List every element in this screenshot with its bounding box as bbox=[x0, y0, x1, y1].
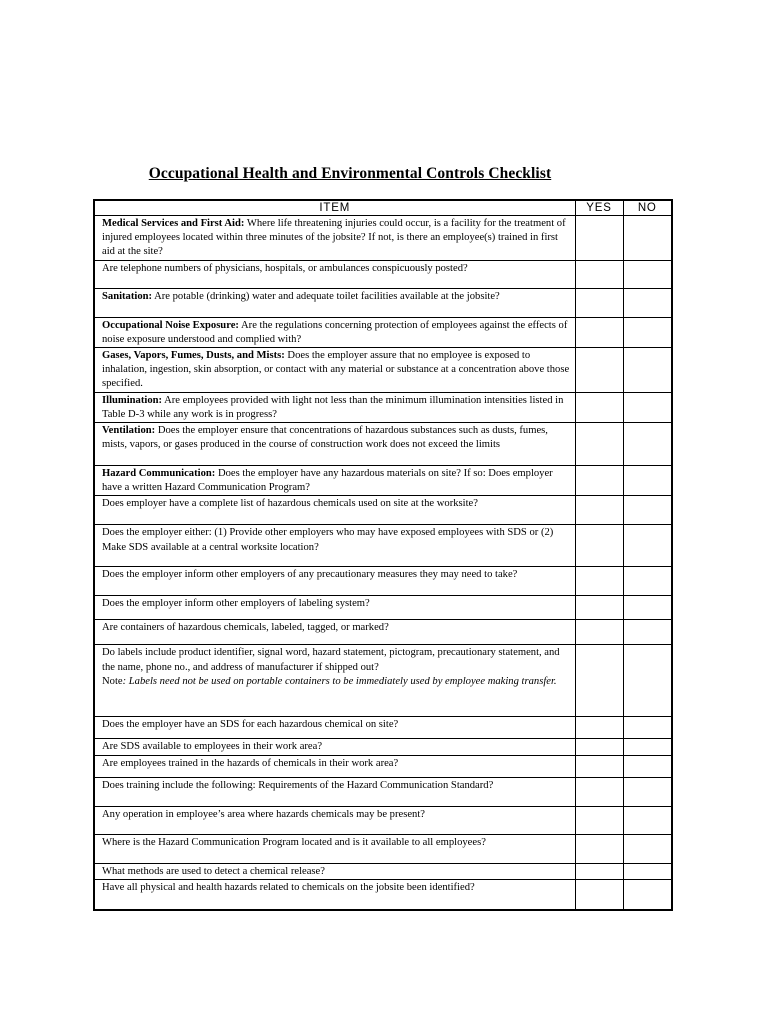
item-column-header: ITEM bbox=[94, 200, 575, 216]
checklist-row bbox=[94, 216, 672, 261]
document-title: Occupational Health and Environmental Controls Checklist bbox=[148, 165, 552, 182]
item-cell bbox=[94, 834, 575, 863]
item-cell bbox=[94, 288, 575, 317]
note-label: Note bbox=[102, 675, 123, 687]
checklist-row bbox=[94, 288, 672, 317]
item-lead: Medical Services and First Aid: bbox=[102, 218, 245, 229]
item-cell bbox=[94, 863, 575, 879]
no-cell[interactable] bbox=[623, 423, 672, 466]
checklist-row bbox=[94, 423, 672, 466]
yes-cell[interactable] bbox=[575, 466, 623, 496]
no-cell[interactable] bbox=[623, 620, 672, 645]
checklist-row bbox=[94, 620, 672, 645]
item-lead: Hazard Communication: bbox=[102, 468, 216, 480]
checklist-row bbox=[94, 863, 672, 879]
item-text: Does the employer inform other employers of any precautionary measures they may need to take? bbox=[102, 569, 518, 581]
yes-cell[interactable] bbox=[575, 525, 623, 567]
item-cell bbox=[94, 567, 575, 596]
checklist-row bbox=[94, 806, 672, 834]
item-text: Are the regulations concerning protection of employees against the effects of noise exposure understood and complied with? bbox=[102, 319, 568, 345]
item-cell bbox=[94, 348, 575, 393]
no-cell[interactable] bbox=[623, 834, 672, 863]
checklist-row bbox=[94, 466, 672, 496]
yes-cell[interactable] bbox=[575, 739, 623, 755]
no-cell[interactable] bbox=[623, 216, 672, 261]
item-lead: Sanitation: bbox=[102, 290, 153, 302]
no-cell[interactable] bbox=[623, 596, 672, 620]
item-text: Does employer have a complete list of hazardous chemicals used on site at the worksite? bbox=[102, 498, 478, 510]
checklist-row bbox=[94, 567, 672, 596]
item-cell bbox=[94, 423, 575, 466]
checklist-row bbox=[94, 317, 672, 347]
item-cell bbox=[94, 392, 575, 422]
item-cell bbox=[94, 596, 575, 620]
checklist-row bbox=[94, 596, 672, 620]
item-text: Are telephone numbers of physicians, hospitals, or ambulances conspicuously posted? bbox=[102, 262, 468, 274]
no-cell[interactable] bbox=[623, 755, 672, 777]
item-lead: Illumination: bbox=[102, 394, 163, 406]
item-cell bbox=[94, 260, 575, 288]
no-cell[interactable] bbox=[623, 496, 672, 525]
no-cell[interactable] bbox=[623, 317, 672, 347]
yes-cell[interactable] bbox=[575, 216, 623, 261]
item-cell bbox=[94, 717, 575, 739]
item-lead: Ventilation: bbox=[102, 425, 156, 437]
item-text: Do labels include product identifier, signal word, hazard statement, pictogram, precautionary statement, and the name, phone no., and address of manufacturer if shipped out? bbox=[102, 647, 560, 673]
yes-cell[interactable] bbox=[575, 288, 623, 317]
item-text: Are employees provided with light not less than the minimum illumination intensities listed in Table D-3 while any work is in progress? bbox=[102, 394, 564, 420]
item-cell bbox=[94, 739, 575, 755]
item-text: Where life threatening injuries could occur, is a facility for the treatment of injured employees located within three minutes of the jobsite? If not, is there an employee(s) trained in first aid at the site? bbox=[102, 218, 566, 258]
item-cell bbox=[94, 496, 575, 525]
yes-cell[interactable] bbox=[575, 392, 623, 422]
item-cell bbox=[94, 645, 575, 717]
item-cell bbox=[94, 806, 575, 834]
item-text: Any operation in employee’s area where hazards chemicals may be present? bbox=[102, 808, 425, 820]
yes-column-header: YES bbox=[575, 200, 623, 216]
item-text: Have all physical and health hazards related to chemicals on the jobsite been identified? bbox=[102, 881, 475, 893]
no-cell[interactable] bbox=[623, 288, 672, 317]
no-cell[interactable] bbox=[623, 645, 672, 717]
yes-cell[interactable] bbox=[575, 834, 623, 863]
checklist-row bbox=[94, 392, 672, 422]
item-cell bbox=[94, 755, 575, 777]
checklist-row bbox=[94, 645, 672, 717]
item-text: Does the employer either: (1) Provide other employers who may have exposed employees with SDS or (2) Make SDS available at a central worksite location? bbox=[102, 527, 554, 553]
checklist-row bbox=[94, 834, 672, 863]
checklist-row bbox=[94, 755, 672, 777]
yes-cell[interactable] bbox=[575, 496, 623, 525]
yes-cell[interactable] bbox=[575, 806, 623, 834]
no-cell[interactable] bbox=[623, 260, 672, 288]
item-cell bbox=[94, 777, 575, 806]
item-text: Where is the Hazard Communication Program located and is it available to all employees? bbox=[102, 836, 486, 848]
no-cell[interactable] bbox=[623, 777, 672, 806]
no-cell[interactable] bbox=[623, 806, 672, 834]
yes-cell[interactable] bbox=[575, 260, 623, 288]
item-text: What methods are used to detect a chemical release? bbox=[102, 865, 325, 877]
no-column-header: NO bbox=[623, 200, 672, 216]
item-lead: Gases, Vapors, Fumes, Dusts, and Mists: bbox=[102, 350, 285, 362]
no-cell[interactable] bbox=[623, 717, 672, 739]
yes-cell[interactable] bbox=[575, 348, 623, 393]
checklist-row bbox=[94, 348, 672, 393]
item-text: Are employees trained in the hazards of chemicals in their work area? bbox=[102, 757, 399, 769]
no-cell[interactable] bbox=[623, 525, 672, 567]
item-text: Does the employer assure that no employee is exposed to inhalation, ingestion, skin absorption, or contact with any material or substance at a concentration above those specified. bbox=[102, 350, 570, 390]
item-text: Does training include the following: Requirements of the Hazard Communication Standard? bbox=[102, 779, 494, 791]
checklist-row bbox=[94, 777, 672, 806]
yes-cell[interactable] bbox=[575, 717, 623, 739]
item-text: Does the employer have any hazardous materials on site? If so: Does employer have a written Hazard Communication Program? bbox=[102, 468, 553, 494]
yes-cell[interactable] bbox=[575, 879, 623, 910]
item-lead: Occupational Noise Exposure: bbox=[102, 319, 239, 331]
no-cell[interactable] bbox=[623, 567, 672, 596]
no-cell[interactable] bbox=[623, 466, 672, 496]
item-text: Does the employer have an SDS for each hazardous chemical on site? bbox=[102, 719, 399, 731]
yes-cell[interactable] bbox=[575, 423, 623, 466]
note-text: : Labels need not be used on portable containers to be immediately used by employee making transfer. bbox=[122, 675, 557, 687]
checklist-row bbox=[94, 717, 672, 739]
no-cell[interactable] bbox=[623, 879, 672, 910]
item-cell bbox=[94, 620, 575, 645]
no-cell[interactable] bbox=[623, 739, 672, 755]
item-text: Are containers of hazardous chemicals, labeled, tagged, or marked? bbox=[102, 622, 389, 634]
item-cell bbox=[94, 879, 575, 910]
yes-cell[interactable] bbox=[575, 620, 623, 645]
item-cell bbox=[94, 317, 575, 347]
checklist-row bbox=[94, 260, 672, 288]
item-cell bbox=[94, 466, 575, 496]
item-text: Does the employer ensure that concentrations of hazardous substances such as dusts, fumes, mists, vapors, or gases produced in the course of construction work does not exceed the limits bbox=[102, 425, 548, 451]
no-cell[interactable] bbox=[623, 348, 672, 393]
item-cell bbox=[94, 216, 575, 261]
yes-cell[interactable] bbox=[575, 596, 623, 620]
item-text: Are potable (drinking) water and adequate toilet facilities available at the jobsite? bbox=[152, 290, 500, 302]
header-row bbox=[94, 200, 672, 216]
no-cell[interactable] bbox=[623, 392, 672, 422]
checklist-row bbox=[94, 496, 672, 525]
item-text: Are SDS available to employees in their work area? bbox=[102, 741, 323, 753]
yes-cell[interactable] bbox=[575, 645, 623, 717]
item-cell bbox=[94, 525, 575, 567]
checklist-row bbox=[94, 525, 672, 567]
yes-cell[interactable] bbox=[575, 755, 623, 777]
yes-cell[interactable] bbox=[575, 777, 623, 806]
checklist-table bbox=[93, 199, 673, 911]
yes-cell[interactable] bbox=[575, 567, 623, 596]
no-cell[interactable] bbox=[623, 863, 672, 879]
yes-cell[interactable] bbox=[575, 863, 623, 879]
checklist-row bbox=[94, 879, 672, 910]
checklist-row bbox=[94, 739, 672, 755]
yes-cell[interactable] bbox=[575, 317, 623, 347]
item-text: Does the employer inform other employers of labeling system? bbox=[102, 598, 370, 610]
